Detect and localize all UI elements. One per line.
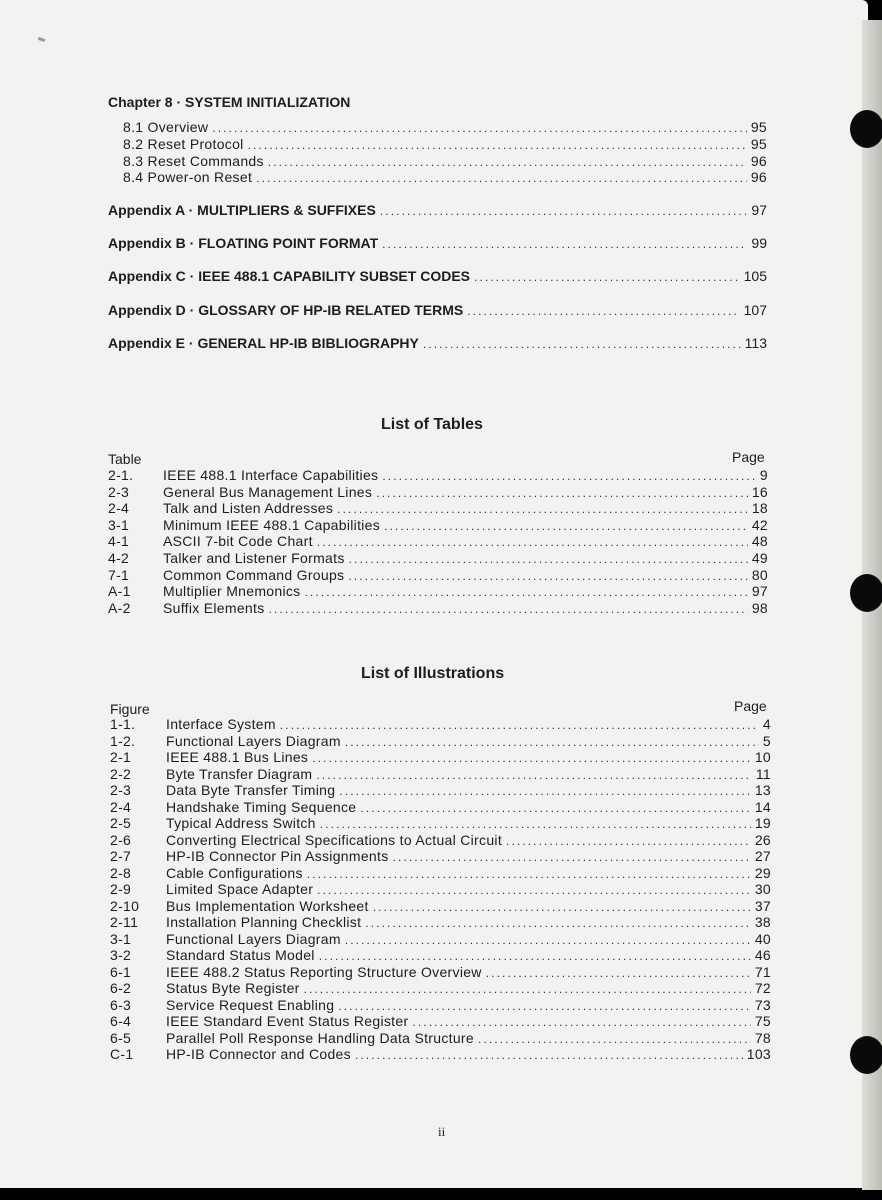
dot-leader [506, 834, 751, 848]
toc-entry [123, 119, 767, 135]
illustrations-page: 13 [754, 782, 771, 798]
illustrations-label: Interface System [166, 716, 276, 732]
illustrations-label: Bus Implementation Worksheet [166, 897, 369, 914]
illustrations-row [110, 997, 771, 1013]
illustrations-row [110, 782, 771, 798]
illustrations-row [110, 799, 771, 815]
illustrations-label: Converting Electrical Specifications to Actual Circuit [166, 831, 503, 848]
dot-leader [412, 1015, 750, 1029]
tables-label: Common Command Groups [163, 566, 345, 583]
dot-leader [478, 1032, 751, 1046]
appendix-label: Appendix B · FLOATING POINT FORMAT [108, 235, 379, 252]
toc-entry [123, 136, 767, 152]
illustrations-row [110, 1046, 771, 1062]
illustrations-page: 46 [754, 947, 771, 963]
illustrations-row [110, 898, 771, 914]
toc-entry-label: 8.3 Reset Commands [123, 152, 264, 169]
illustrations-row [110, 749, 771, 765]
appendix-label: Appendix C · IEEE 488.1 CAPABILITY SUBSET CODES [108, 268, 470, 285]
tables-row [108, 600, 768, 616]
binder-hole-middle [850, 574, 882, 612]
illustrations-number: 1-1. [110, 716, 136, 732]
appendix-page: 97 [751, 202, 767, 218]
tables-number: 7-1 [108, 566, 130, 583]
illustrations-number: 2-11 [110, 914, 139, 930]
tables-number: 2-4 [108, 500, 130, 517]
tables-row [108, 517, 768, 533]
dot-leader [423, 337, 741, 351]
illustrations-page: 78 [754, 1029, 771, 1046]
chapter-8-title: Chapter 8 · SYSTEM INITIALIZATION [108, 94, 351, 110]
illustrations-label: Service Request Enabling [166, 996, 335, 1013]
illustrations-page: 11 [755, 765, 771, 782]
illustrations-page: 71 [754, 963, 771, 980]
illustrations-page: 10 [754, 749, 771, 765]
illustrations-label: Byte Transfer Diagram [166, 765, 313, 782]
tables-row [108, 467, 768, 483]
dot-leader [393, 850, 751, 864]
dot-leader [256, 171, 747, 185]
illustrations-number: 1-2. [110, 732, 136, 749]
illustrations-row [110, 733, 771, 749]
tables-label: Minimum IEEE 488.1 Capabilities [163, 516, 381, 533]
illustrations-page: 5 [762, 732, 771, 749]
tables-number: A-2 [108, 599, 131, 616]
tables-row [108, 484, 768, 500]
illustrations-page: 26 [754, 831, 771, 848]
toc-entry [123, 169, 767, 185]
illustrations-row [110, 947, 771, 963]
tables-page: 98 [751, 599, 768, 616]
illustrations-label: Parallel Poll Response Handling Data Structure [166, 1029, 474, 1046]
illustrations-number: 2-2 [110, 765, 132, 782]
dot-leader [212, 121, 747, 135]
toc-entry-label: 8.1 Overview [123, 119, 209, 135]
illustrations-row [110, 865, 771, 881]
illustrations-label: Typical Address Switch [166, 815, 316, 831]
tables-row [108, 550, 768, 566]
appendix-page: 107 [743, 301, 767, 318]
illustrations-row [110, 914, 771, 930]
dot-leader [304, 585, 747, 599]
toc-entry-label: 8.4 Power-on Reset [123, 169, 253, 186]
illustrations-row [110, 766, 771, 782]
dot-leader [365, 916, 751, 930]
illustrations-row [110, 1013, 771, 1029]
illustrations-row [110, 881, 771, 897]
tables-number: 2-1. [108, 467, 134, 483]
illustrations-label: IEEE 488.2 Status Reporting Structure Overview [166, 963, 482, 980]
illustrations-label: Data Byte Transfer Timing [166, 782, 336, 798]
toc-entry-page: 96 [750, 169, 767, 186]
illustrations-col-page: Page [734, 698, 767, 714]
illustrations-label: Limited Space Adapter [166, 881, 314, 897]
illustrations-row [110, 980, 771, 996]
smudge-mark [38, 37, 46, 42]
illustrations-row [110, 964, 771, 980]
appendix-label: Appendix A · MULTIPLIERS & SUFFIXES [108, 202, 376, 218]
tables-label: ASCII 7-bit Code Chart [163, 533, 313, 550]
tables-page: 9 [759, 467, 768, 483]
illustrations-label: Status Byte Register [166, 980, 300, 996]
dot-leader [384, 519, 748, 533]
illustrations-page: 75 [754, 1013, 771, 1029]
dot-leader [373, 900, 751, 914]
dot-leader [355, 1048, 743, 1062]
dot-leader [345, 933, 751, 947]
dot-leader [382, 469, 756, 483]
dot-leader [304, 982, 751, 996]
dot-leader [316, 768, 752, 782]
tables-page: 97 [751, 583, 768, 600]
illustrations-label: HP-IB Connector and Codes [166, 1046, 351, 1062]
appendix-page: 99 [751, 235, 767, 252]
illustrations-label: Installation Planning Checklist [166, 914, 362, 930]
illustrations-label: IEEE 488.1 Bus Lines [166, 749, 309, 765]
appendix-entry [108, 235, 767, 251]
toc-entry [123, 153, 767, 169]
dot-leader [376, 486, 748, 500]
dot-leader [345, 735, 759, 749]
illustrations-number: 6-5 [110, 1029, 132, 1046]
tables-col-page: Page [732, 449, 765, 465]
dot-leader [380, 204, 748, 218]
appendix-page: 105 [743, 268, 767, 285]
illustrations-page: 29 [754, 864, 771, 881]
dot-leader [349, 552, 748, 566]
illustrations-number: 2-4 [110, 798, 132, 815]
tables-page: 49 [751, 550, 768, 566]
dot-leader [307, 867, 751, 881]
tables-label: General Bus Management Lines [163, 483, 373, 500]
tables-page: 16 [751, 483, 768, 500]
illustrations-number: 2-7 [110, 848, 132, 864]
dot-leader [280, 718, 759, 732]
illustrations-label: Functional Layers Diagram [166, 930, 341, 947]
illustrations-number: 2-10 [110, 897, 140, 914]
dot-leader [337, 502, 748, 516]
appendix-entry [108, 335, 767, 351]
appendix-entry [108, 302, 767, 318]
tables-label: Talk and Listen Addresses [163, 500, 334, 517]
binder-hole-top [850, 110, 882, 148]
dot-leader [339, 784, 750, 798]
tables-number: 2-3 [108, 483, 130, 500]
dot-leader [338, 999, 751, 1013]
list-of-tables-title: List of Tables [381, 416, 483, 433]
illustrations-page: 4 [762, 716, 771, 732]
tables-number: A-1 [108, 583, 131, 600]
illustrations-number: 6-4 [110, 1013, 132, 1029]
illustrations-page: 19 [754, 815, 771, 831]
tables-number: 4-1 [108, 533, 130, 550]
illustrations-col-figure: Figure [110, 701, 150, 717]
illustrations-label: HP-IB Connector Pin Assignments [166, 848, 389, 864]
illustrations-number: 2-1 [110, 749, 132, 765]
dot-leader [269, 602, 748, 616]
illustrations-page: 73 [754, 996, 771, 1013]
tables-label: Multiplier Mnemonics [163, 583, 301, 600]
illustrations-number: 3-2 [110, 947, 132, 963]
illustrations-row [110, 716, 771, 732]
dot-leader [474, 270, 740, 284]
illustrations-number: 6-2 [110, 980, 132, 996]
tables-row [108, 583, 768, 599]
illustrations-page: 14 [754, 798, 771, 815]
illustrations-row [110, 848, 771, 864]
list-of-illustrations-title: List of Illustrations [361, 665, 505, 682]
illustrations-number: 2-9 [110, 881, 132, 897]
illustrations-number: 2-3 [110, 782, 132, 798]
tables-page: 18 [751, 500, 768, 517]
toc-entry-page: 95 [750, 119, 767, 135]
toc-entry-page: 96 [750, 152, 767, 169]
dot-leader [317, 535, 748, 549]
illustrations-label: Functional Layers Diagram [166, 732, 341, 749]
dot-leader [317, 883, 751, 897]
dot-leader [268, 155, 747, 169]
tables-label: Talker and Listener Formats [163, 550, 345, 566]
appendix-label: Appendix E · GENERAL HP-IB BIBLIOGRAPHY [108, 334, 419, 351]
appendix-entry [108, 268, 767, 284]
tables-col-table: Table [108, 451, 142, 467]
dot-leader [382, 237, 747, 251]
illustrations-number: 2-6 [110, 831, 132, 848]
page-folio: ii [438, 1124, 446, 1139]
illustrations-row [110, 832, 771, 848]
illustrations-row [110, 815, 771, 831]
appendix-page: 113 [744, 334, 767, 351]
illustrations-label: IEEE Standard Event Status Register [166, 1013, 409, 1029]
illustrations-page: 37 [754, 897, 771, 914]
illustrations-page: 72 [754, 980, 771, 996]
illustrations-number: C-1 [110, 1046, 134, 1062]
binder-hole-bottom [850, 1036, 882, 1074]
illustrations-page: 38 [754, 914, 771, 930]
illustrations-number: 2-5 [110, 815, 132, 831]
toc-entry-page: 95 [750, 135, 767, 152]
illustrations-number: 3-1 [110, 930, 132, 947]
illustrations-label: Handshake Timing Sequence [166, 798, 357, 815]
appendix-label: Appendix D · GLOSSARY OF HP-IB RELATED TERMS [108, 301, 464, 318]
tables-row [108, 533, 768, 549]
dot-leader [248, 138, 747, 152]
tables-label: IEEE 488.1 Interface Capabilities [163, 467, 379, 483]
appendix-entry [108, 202, 767, 218]
dot-leader [320, 817, 751, 831]
tables-page: 80 [751, 566, 768, 583]
dot-leader [312, 751, 751, 765]
illustrations-page: 30 [754, 881, 771, 897]
dot-leader [319, 949, 751, 963]
dot-leader [467, 304, 739, 318]
tables-row [108, 500, 768, 516]
illustrations-number: 6-1 [110, 963, 132, 980]
illustrations-row [110, 931, 771, 947]
tables-row [108, 567, 768, 583]
illustrations-label: Standard Status Model [166, 947, 315, 963]
illustrations-number: 2-8 [110, 864, 132, 881]
illustrations-number: 6-3 [110, 996, 132, 1013]
dot-leader [360, 801, 750, 815]
tables-number: 3-1 [108, 516, 130, 533]
dot-leader [486, 966, 751, 980]
tables-number: 4-2 [108, 550, 130, 566]
tables-label: Suffix Elements [163, 599, 265, 616]
tables-page: 48 [751, 533, 768, 550]
illustrations-page: 27 [754, 848, 771, 864]
illustrations-page: 40 [754, 930, 771, 947]
illustrations-label: Cable Configurations [166, 864, 303, 881]
tables-page: 42 [751, 516, 768, 533]
toc-entry-label: 8.2 Reset Protocol [123, 135, 244, 152]
dot-leader [348, 569, 747, 583]
illustrations-page: 103 [746, 1046, 771, 1062]
illustrations-row [110, 1030, 771, 1046]
